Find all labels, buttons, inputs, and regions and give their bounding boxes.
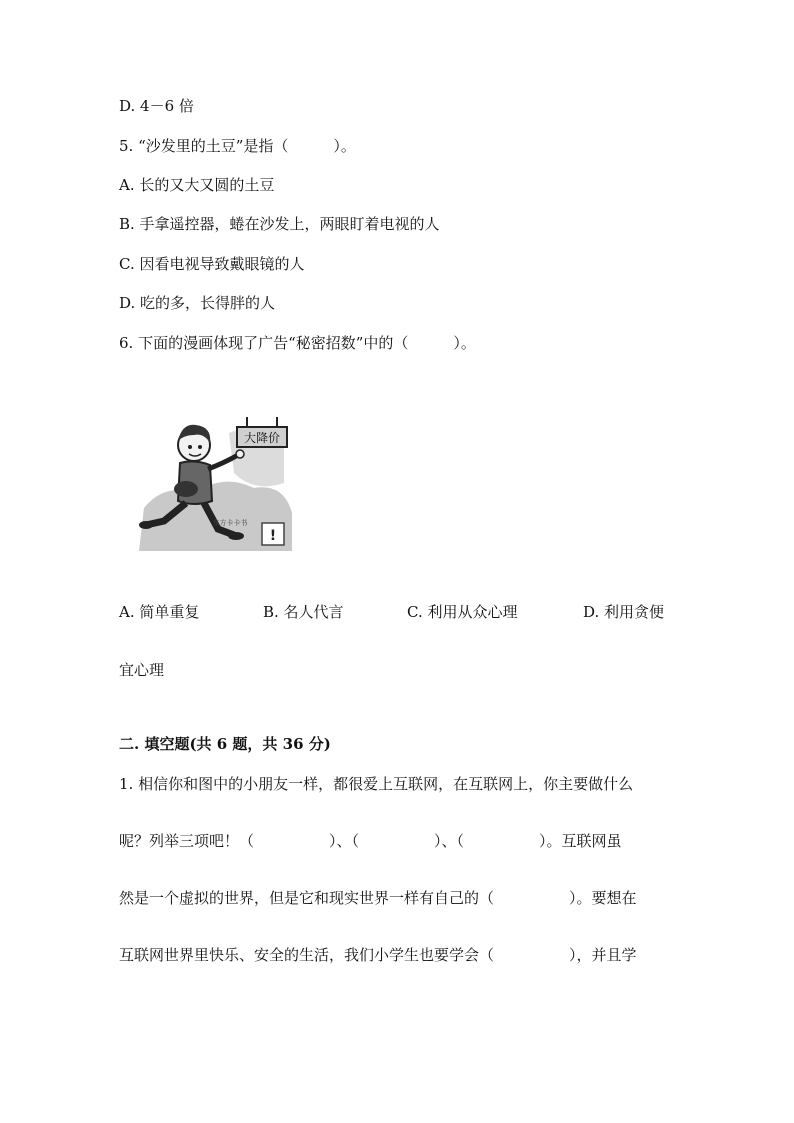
section-2-title: 二. 填空题(共 6 题，共 36 分) [119,735,331,753]
watermark-text: 东方卡卡书 [212,519,248,527]
cartoon-image [134,413,296,551]
question-6-option-a: A. 简单重复 [119,603,200,621]
question-5-option-a: A. 长的又大又圆的土豆 [119,176,275,194]
option-d-prev: D. 4－6 倍 [119,97,194,115]
question-6-stem: 6. 下面的漫画体现了广告“秘密招数”中的（ ）。 [119,334,476,352]
question-5-option-c: C. 因看电视导致戴眼镜的人 [119,255,305,273]
question-5-stem: 5. “沙发里的土豆”是指（ ）。 [119,137,356,155]
question-5-option-d: D. 吃的多，长得胖的人 [119,294,276,312]
question-6-option-b: B. 名人代言 [263,603,344,621]
fill-question-1-line-2: 呢？列举三项吧！（ ）、（ ）、（ ）。互联网虽 [119,832,622,850]
svg-text:!: ! [269,528,277,544]
fill-question-1-line-3: 然是一个虚拟的世界，但是它和现实世界一样有自己的（ ）。要想在 [119,889,637,907]
fill-question-1-line-1: 1. 相信你和图中的小朋友一样，都很爱上互联网，在互联网上，你主要做什么 [119,775,634,793]
question-6-option-c: C. 利用从众心理 [407,603,518,621]
sign-text: 大降价 [243,431,281,445]
question-6-option-d: D. 利用贪便 [583,603,665,621]
question-6-option-d-wrap: 宜心理 [119,661,165,679]
question-5-option-b: B. 手拿遥控器，蜷在沙发上，两眼盯着电视的人 [119,215,440,233]
fill-question-1-line-4: 互联网世界里快乐、安全的生活，我们小学生也要学会（ ），并且学 [119,946,637,964]
cartoon-illustration [134,413,296,551]
